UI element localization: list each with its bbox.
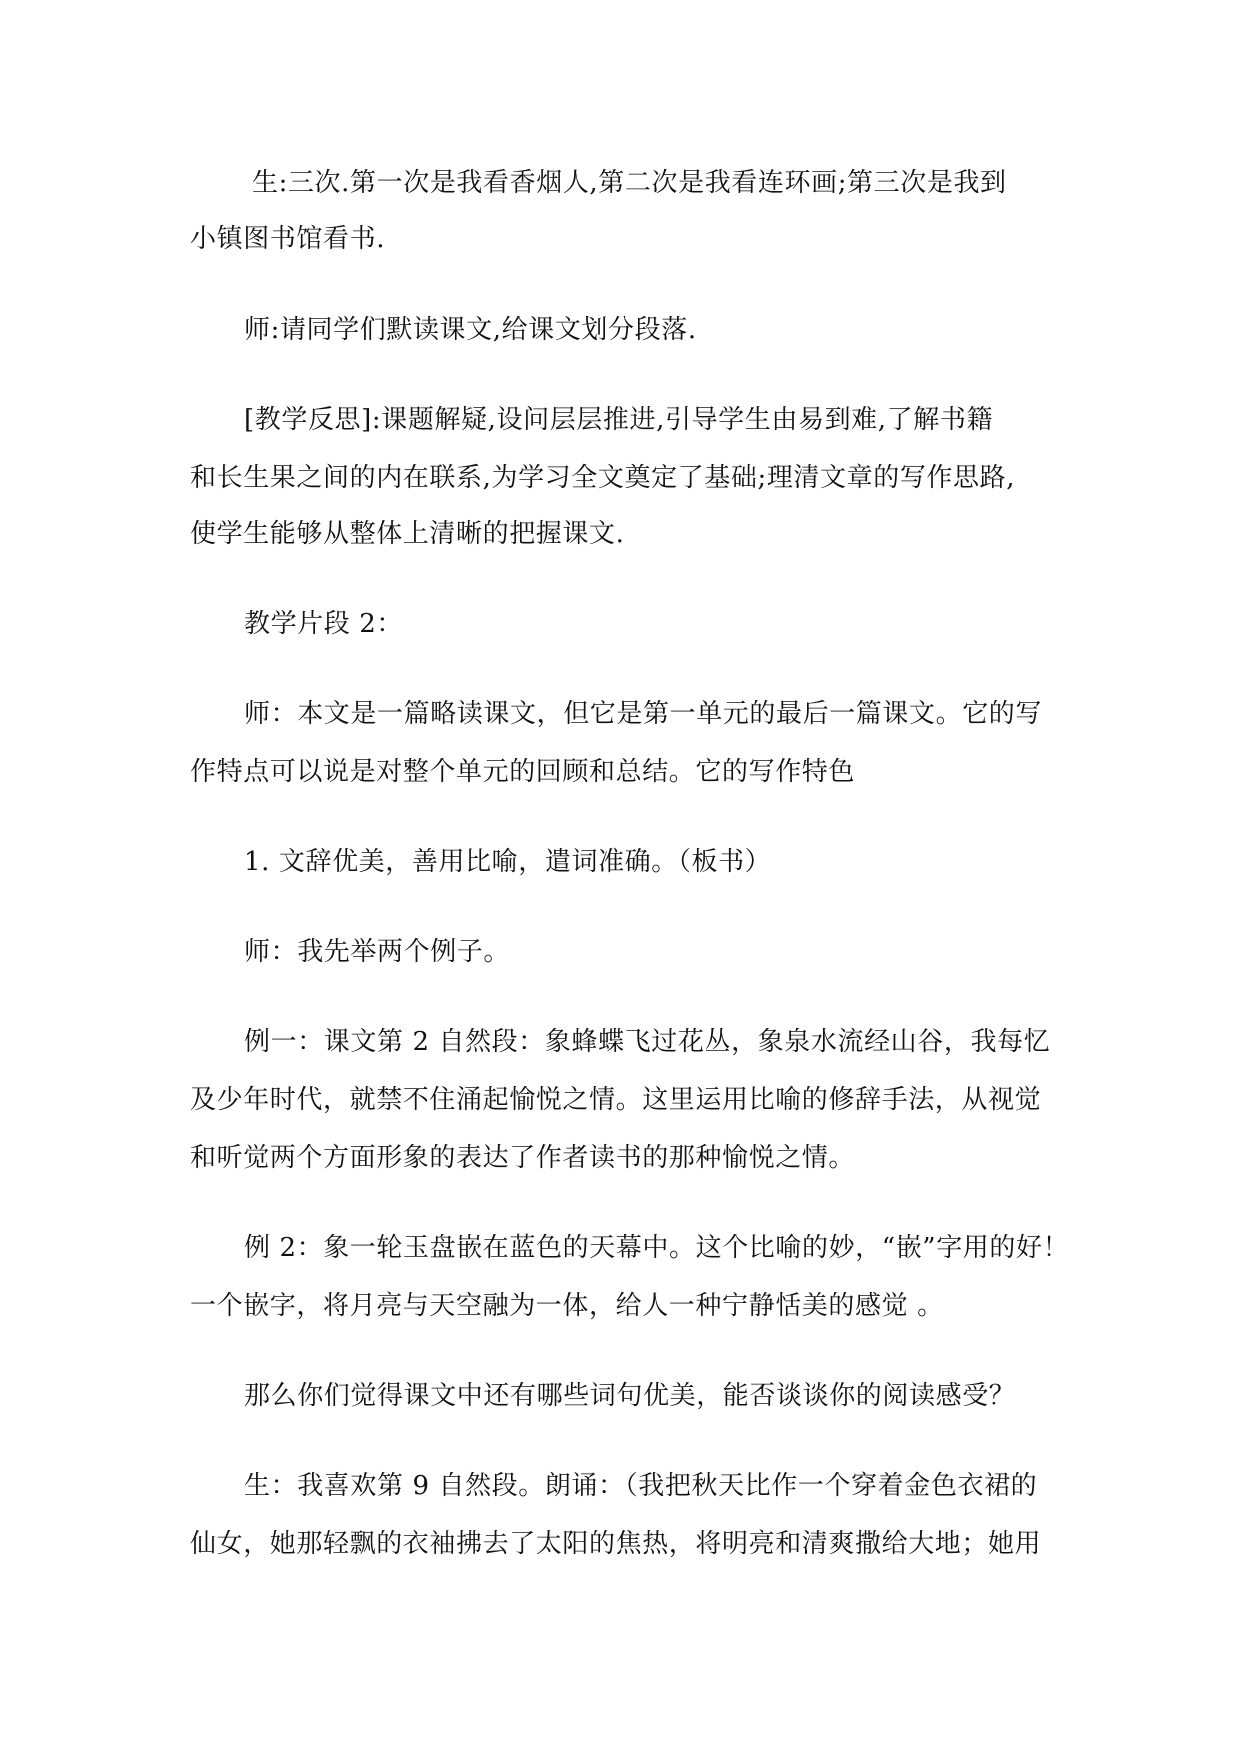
paragraph-line: 例一：课文第 2 自然段：象蜂蝶飞过花丛，象泉水流经山谷，我每忆 <box>244 1027 1051 1057</box>
paragraph-line: 使学生能够从整体上清晰的把握课文. <box>190 519 625 549</box>
paragraph-line: 仙女，她那轻飘的衣袖拂去了太阳的焦热，将明亮和清爽撒给大地；她用 <box>190 1529 1042 1559</box>
paragraph-line: 和听觉两个方面形象的表达了作者读书的那种愉悦之情。 <box>190 1143 856 1173</box>
paragraph-line: 师：本文是一篇略读课文，但它是第一单元的最后一篇课文。它的写 <box>244 699 1043 729</box>
paragraph-line: 及少年时代，就禁不住涌起愉悦之情。这里运用比喻的修辞手法，从视觉 <box>190 1085 1042 1115</box>
paragraph-line: 小镇图书馆看书. <box>190 224 386 254</box>
paragraph-line: 生:三次.第一次是我看香烟人,第二次是我看连环画;第三次是我到 <box>252 168 1007 198</box>
paragraph-line: 一个嵌字，将月亮与天空融为一体，给人一种宁静恬美的感觉 。 <box>190 1291 944 1321</box>
paragraph-line: 生：我喜欢第 9 自然段。朗诵：（我把秋天比作一个穿着金色衣裙的 <box>244 1471 1038 1501</box>
paragraph-line: 例 2：象一轮玉盘嵌在蓝色的天幕中。这个比喻的妙，“嵌”字用的好！ <box>244 1233 1070 1263</box>
paragraph-line: 师：我先举两个例子。 <box>244 937 511 967</box>
paragraph-line: 作特点可以说是对整个单元的回顾和总结。它的写作特色 <box>190 757 856 787</box>
paragraph-line: [教学反思]:课题解疑,设问层层推进,引导学生由易到难,了解书籍 <box>244 405 994 435</box>
paragraph-line: 和长生果之间的内在联系,为学习全文奠定了基础;理清文章的写作思路, <box>190 463 1016 493</box>
section-heading: 教学片段 2： <box>244 609 404 639</box>
paragraph-line: 那么你们觉得课文中还有哪些词句优美，能否谈谈你的阅读感受？ <box>244 1381 1016 1411</box>
paragraph-line: 师:请同学们默读课文,给课文划分段落. <box>244 315 697 345</box>
paragraph-line: 1. 文辞优美，善用比喻，遣词准确。（板书） <box>244 847 772 877</box>
